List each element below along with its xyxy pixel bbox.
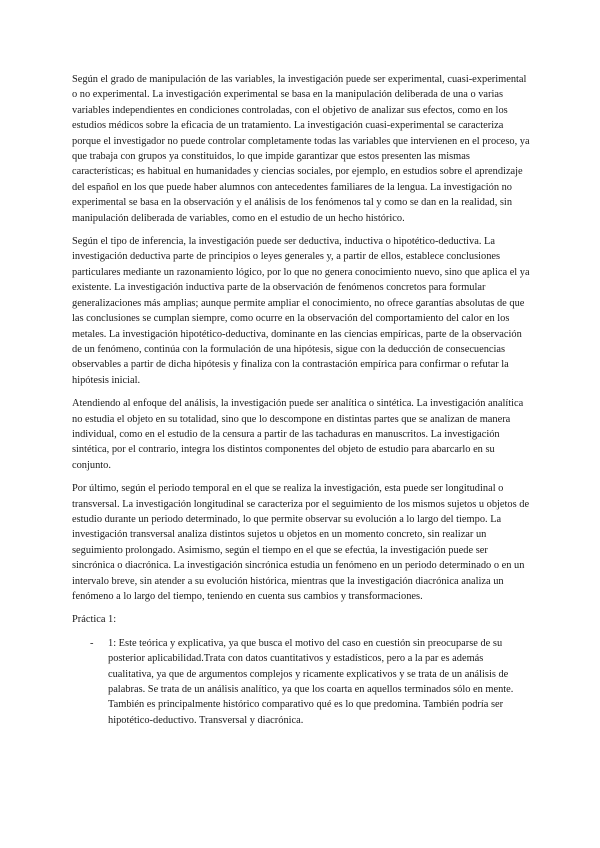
practice-heading: Práctica 1: (72, 614, 117, 626)
paragraph-experimental: Según el grado de manipulación de las variables, la investigación puede ser experimental, cuasi-experimental o no experimental. La investigación experimental se basa en la manipulación deliberada de una o varias variables independientes en condiciones controladas, con el objetivo de analizar sus efectos, como en los estudios médicos sobre la eficacia de un tratamiento. La investigación cuasi-experimental se caracteriza porque el investigador no puede controlar completamente todas las variables que intervienen en el proceso, ya que trabaja con grupos ya constituidos, lo que impide garantizar que estos presenten las mismas características; es habitual en humanidades y ciencias sociales, por ejemplo, en estudios sobre el aprendizaje del español en los que puede haber alumnos con antecedentes familiares de la lengua. La investigación no experimental se basa en la observación y el análisis de los fenómenos tal y como se dan en la realidad, sin manipulación deliberada de variables, como en el estudio de un hecho histórico. (72, 74, 530, 224)
practice-list (72, 636, 530, 728)
paragraph-temporal: Por último, según el periodo temporal en el que se realiza la investigación, esta puede ser longitudinal o transversal. La investigación longitudinal se caracteriza por el seguimiento de los mismos sujetos u objetos de estudio durante un periodo determinado, lo que permite observar su evolución a lo largo del tiempo. La investigación transversal analiza distintos sujetos u objetos en un momento concreto, sin realizar un seguimiento prolongado. Asimismo, según el tiempo en el que se efectúa, la investigación puede ser sincrónica o diacrónica. La investigación sincrónica estudia un fenómeno en un periodo determinado o en un intervalo breve, sin atender a su evolución histórica, mientras que la investigación diacrónica analiza un fenómeno a lo largo del tiempo, teniendo en cuenta sus cambios y transformaciones. (72, 483, 530, 602)
list-item-text: 1: Este teórica y explicativa, ya que busca el motivo del caso en cuestión sin preocuparse de su posterior aplicabilidad.Trata con datos cuantitativos y estadísticos, pero a la par es además cualitativa, ya que de argumentos complejos y ricamente explicativos y se trata de un análisis de palabras. Se trata de un análisis analítico, ya que los coarta en aquellos terminados sólo en mente. También es principalmente histórico comparativo qué es lo que predomina. También podría ser hipotético-deductivo. Transversal y diacrónica. (108, 637, 514, 726)
paragraph-analysis: Atendiendo al enfoque del análisis, la investigación puede ser analítica o sintética. La investigación analítica no estudia el objeto en su totalidad, sino que lo descompone en distintas partes que se analizan de manera individual, como en el estudio de la censura a partir de las tachaduras en manuscritos. La investigación sintética, por el contrario, integra los distintos componentes del objeto de estudio para abarcarlo en su conjunto. (72, 398, 524, 471)
paragraph-inference: Según el tipo de inferencia, la investigación puede ser deductiva, inductiva o hipotético-deductiva. La investigación deductiva parte de principios o leyes generales y, a partir de ellos, establece conclusiones particulares mediante un razonamiento lógico, por lo que no genera conocimiento nuevo, sino que aplica el ya existente. La investigación inductiva parte de la observación de fenómenos concretos para formular generalizaciones más amplias; aunque permite ampliar el conocimiento, no ofrece garantías absolutas de que las conclusiones se cumplan siempre, como ocurre en la observación del comportamiento del calor en los metales. La investigación hipotético-deductiva, dominante en las ciencias empíricas, parte de la observación de un fenómeno, continúa con la formulación de una hipótesis, sigue con la deducción de consecuencias observables a partir de dicha hipótesis y finaliza con la contrastación empírica para confirmar o refutar la hipótesis inicial. (72, 236, 530, 386)
list-item (72, 636, 530, 728)
bullet-marker: - (90, 637, 94, 649)
document-page (72, 72, 530, 728)
